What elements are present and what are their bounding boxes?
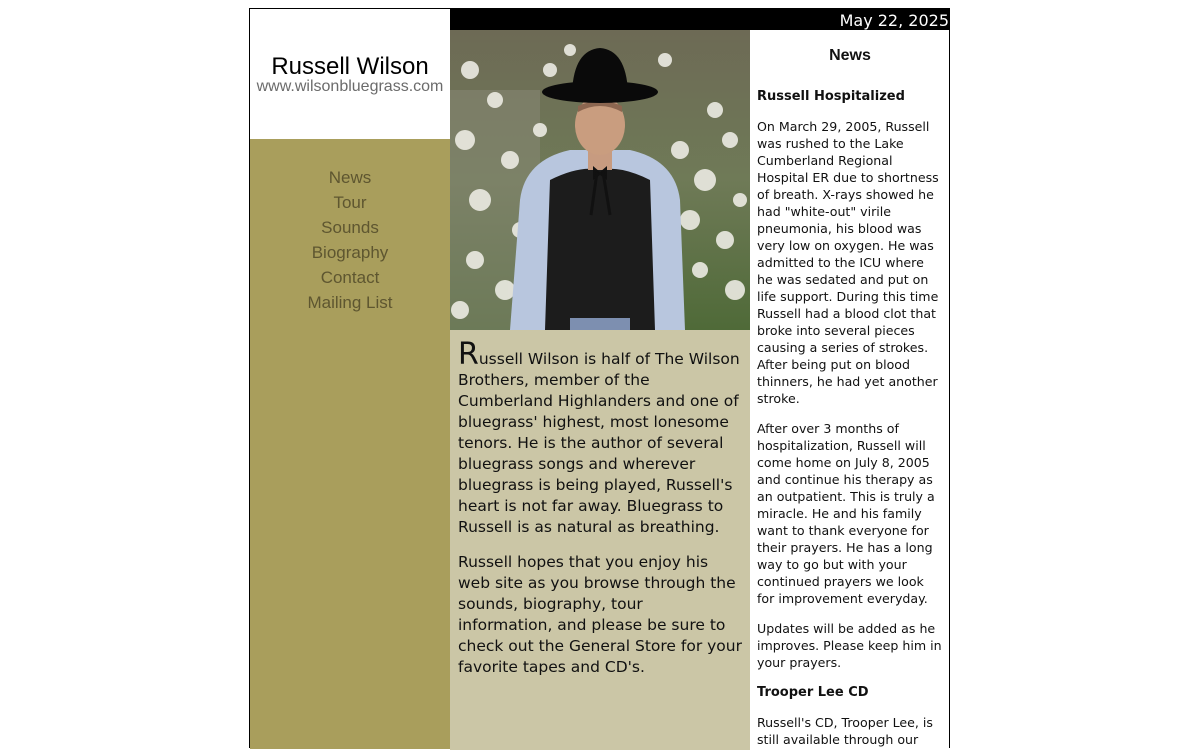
nav-item-news (250, 165, 450, 190)
intro-panel (450, 330, 750, 750)
russell-wilson-photo (450, 30, 750, 330)
news-article-title: Russell Hospitalized (757, 89, 905, 104)
nav-item-mailing-list (250, 290, 450, 315)
nav-link-biography[interactable]: Biography (311, 243, 389, 262)
news-article-title: Trooper Lee CD (757, 685, 869, 700)
nav-item-biography (250, 240, 450, 265)
news-article-paragraph: Russell's CD, Trooper Lee, is still available through our (757, 715, 933, 747)
news-article-paragraph: Updates will be added as he improves. Please keep him in your prayers. (757, 621, 942, 670)
intro-paragraph-1-text: ussell Wilson is half of The Wilson Brothers, member of the Cumberland Highlanders and one of bluegrass' highest, most lonesome tenors. He is the author of several bluegrass songs and wherever bluegrass is being played, Russell's heart is not far away. Bluegrass to Russell is as natural as breathing. (458, 350, 740, 536)
news-heading: News (829, 47, 871, 64)
nav-link-contact[interactable]: Contact (320, 268, 380, 287)
nav-link-sounds[interactable]: Sounds (321, 218, 379, 237)
nav-link-tour[interactable]: Tour (333, 193, 367, 212)
intro-paragraph-1 (458, 337, 742, 538)
nav-item-tour (250, 190, 450, 215)
main-navigation (250, 139, 450, 749)
intro-paragraph-2: Russell hopes that you enjoy his web site as you browse through the sounds, biography, tour information, and please be sure to check out the General Store for your favorite tapes and CD's. (458, 553, 742, 676)
news-column (750, 30, 949, 750)
site-header (250, 9, 450, 139)
left-column (250, 9, 450, 749)
date-bar: May 22, 2025 (450, 9, 949, 30)
site-url: www.wilsonbluegrass.com (256, 78, 444, 95)
intro-dropcap: R (458, 337, 479, 372)
page-frame (249, 8, 950, 748)
nav-link-news[interactable]: News (328, 168, 372, 187)
news-article-paragraph: After over 3 months of hospitalization, Russell will come home on July 8, 2005 and continue his therapy as an outpatient. This is truly a miracle. He and his family want to thank everyone for their prayers. He has a long way to go but with your continued prayers we look for improvement everyday. (757, 421, 935, 606)
nav-item-sounds (250, 215, 450, 240)
nav-link-mailing-list[interactable]: Mailing List (307, 293, 393, 312)
nav-item-contact (250, 265, 450, 290)
news-article-paragraph: On March 29, 2005, Russell was rushed to the Lake Cumberland Regional Hospital ER due to shortness of breath. X-rays showed he had "white-out" virile pneumonia, his blood was very low on oxygen. He was admitted to the ICU where he was sedated and put on life support. During this time Russell had a blood clot that broke into several pieces causing a series of strokes. After being put on blood thinners, he had yet another stroke. (757, 119, 939, 406)
site-title: Russell Wilson (271, 53, 429, 80)
